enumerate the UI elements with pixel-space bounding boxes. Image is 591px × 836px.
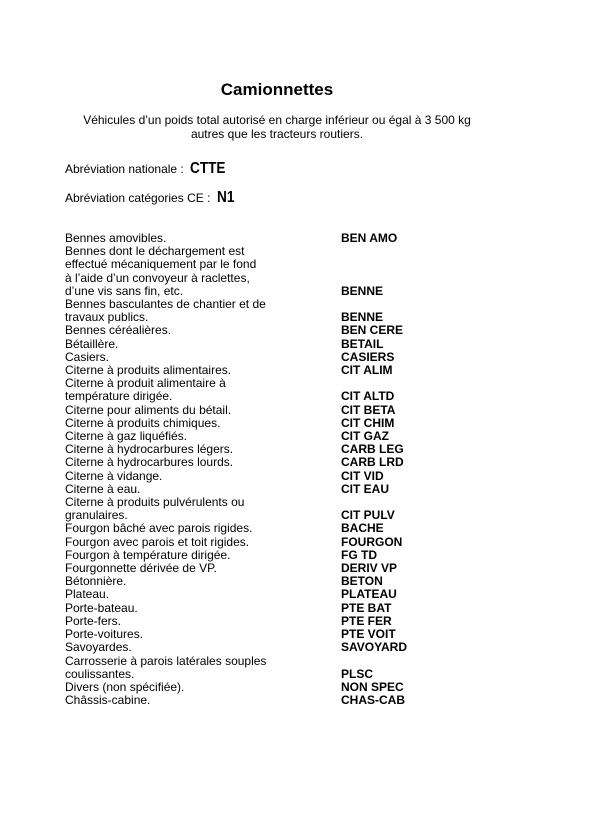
item-code: CIT GAZ [341,429,389,444]
item-code: PTE VOIT [341,627,396,642]
item-code: CIT ALTD [341,389,395,404]
item-description: Bétaillère. [65,336,119,351]
subtitle-line-2: autres que les tracteurs routiers. [190,127,364,141]
item-description: Citerne pour aliments du bétail. [65,402,232,417]
item-code: PLSC [341,666,374,681]
item-code: PTE BAT [341,600,392,615]
list-item [65,377,465,403]
item-description: Châssis-cabine. [65,693,151,708]
item-code: CHAS-CAB [341,693,405,708]
item-description: Fourgon bâché avec parois rigides. [65,521,253,536]
list-item [65,338,465,351]
item-description: Fourgon à température dirigée. [65,547,231,562]
item-code: BENNE [341,310,384,325]
item-code: CIT ALIM [341,363,393,378]
item-description: Bennes basculantes de chantier et de travaux publics. [65,297,266,325]
list-item [65,298,465,324]
list-item [65,456,465,469]
item-code: CIT BETA [341,402,396,417]
item-description: Citerne à produits alimentaires. [65,363,232,378]
item-code: NON SPEC [341,679,404,694]
item-description: Citerne à eau. [65,481,141,496]
item-description: Citerne à vidange. [65,468,163,483]
item-code: BETON [341,574,383,589]
item-code: BEN AMO [341,231,398,245]
national-abbreviation-value: CTTE [190,160,226,177]
item-code: CIT EAU [341,481,389,496]
ce-category-abbreviation [65,189,237,207]
item-code: SAVOYARD [341,640,408,655]
item-description: Bennes dont le déchargement est effectué mécaniquement par le fond à l’aide d’un convoyeur à raclettes, d’une vis sans fin, etc. [65,244,257,298]
item-description: Divers (non spécifiée). [65,679,185,694]
list-item [65,522,465,535]
list-item [65,496,465,522]
item-description: Bennes amovibles. [65,231,167,245]
item-code: FG TD [341,547,377,562]
item-code: CIT VID [341,468,384,483]
item-code: PLATEAU [341,587,397,602]
item-description: Porte-voitures. [65,627,144,642]
list-item [65,245,465,298]
item-description: Porte-bateau. [65,600,138,615]
list-item [65,470,465,483]
item-description: Bétonnière. [65,574,127,589]
item-description: Citerne à produits pulvérulents ou granulaires. [65,495,245,523]
list-item [65,655,465,681]
item-description: Fourgonnette dérivée de VP. [65,561,217,576]
item-description: Citerne à produit alimentaire à température dirigée. [65,376,226,404]
item-description: Citerne à gaz liquéfiés. [65,429,188,444]
item-code: PTE FER [341,613,392,628]
item-description: Casiers. [65,349,110,364]
page-title: Camionnettes [220,80,334,99]
list-item [65,694,465,707]
item-description: Fourgon avec parois et toit rigides. [65,534,250,549]
list-item [65,536,465,549]
item-code: CASIERS [341,349,395,364]
item-code: BENNE [341,283,384,298]
item-code: BEN CERE [341,323,404,338]
item-description: Plateau. [65,587,110,602]
ce-category-abbreviation-value: N1 [216,189,235,206]
list-item [65,641,465,654]
list-item [65,324,465,337]
item-description: Bennes céréalières. [65,323,172,338]
item-description: Citerne à produits chimiques. [65,415,221,430]
list-item [65,602,465,615]
item-code: CARB LRD [341,455,404,470]
item-code: CIT CHIM [341,415,395,430]
body-type-list [65,232,465,707]
list-item [65,588,465,601]
item-description: Porte-fers. [65,613,122,628]
item-code: BACHE [341,521,384,536]
list-item [65,575,465,588]
page-subtitle [0,113,554,141]
item-code: DERIV VP [341,561,398,576]
item-description: Carrosserie à parois latérales souples coulissantes. [65,653,267,681]
subtitle-line-1: Véhicules d’un poids total autorisé en charge inférieur ou égal à 3 500 kg [83,113,471,127]
item-description: Savoyardes. [65,640,132,655]
item-code: BETAIL [341,336,384,351]
item-code: CIT PULV [341,508,395,523]
item-code: FOURGON [341,534,403,549]
item-code: CARB LEG [341,442,404,457]
item-description: Citerne à hydrocarbures légers. [65,442,234,457]
list-item [65,404,465,417]
national-abbreviation-label: Abréviation nationale : [65,162,184,176]
item-description: Citerne à hydrocarbures lourds. [65,455,234,470]
ce-category-abbreviation-label: Abréviation catégories CE : [65,191,211,205]
national-abbreviation [65,160,232,178]
